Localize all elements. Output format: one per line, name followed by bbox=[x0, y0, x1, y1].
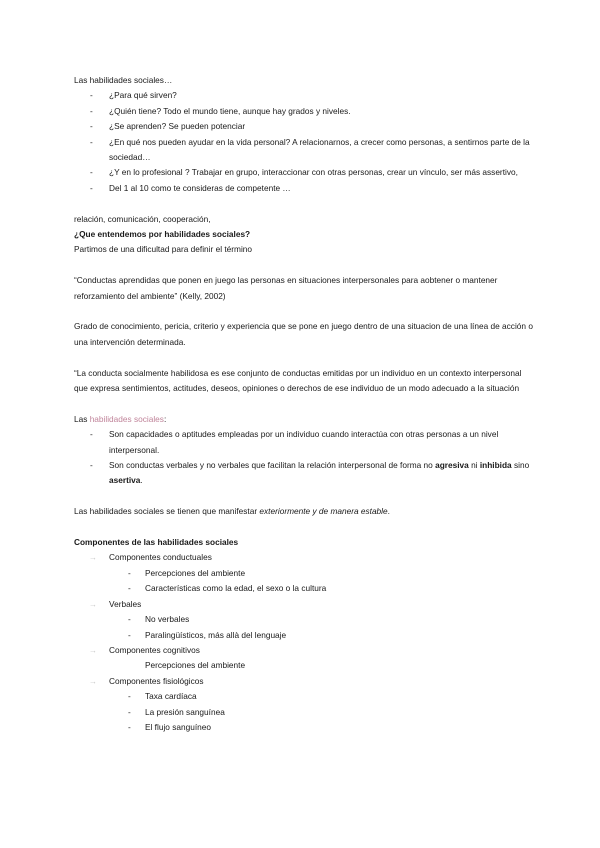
arrow-right-icon: → bbox=[89, 553, 97, 563]
list-item: - ¿Y en lo profesional ? Trabajar en grupo, interaccionar con otras personas, crear un vínculo, ser más assertivo, bbox=[74, 165, 534, 180]
arrow-right-icon: → bbox=[89, 645, 97, 655]
list-item: - Del 1 al 10 como te consideras de competente … bbox=[74, 181, 534, 196]
list-item: - Taxa cardíaca bbox=[74, 689, 534, 704]
definition-paragraph: Grado de conocimiento, pericia, criterio y experiencia que se pone en juego dentro de una situacion de una línea de acción o una intervención determinada. bbox=[74, 321, 533, 347]
section-heading: Las habilidades sociales: bbox=[74, 413, 167, 424]
document-page bbox=[74, 73, 534, 735]
quote-conducta: “La conducta socialmente habilidosa es ese conjunto de conductas emitidas por un individuo en un contexto interpersonal que expresa sentimientos, actitudes, deseos, opiniones o derechos de ese individuo de un modo adecuado a la situación bbox=[74, 367, 522, 394]
list-item: - ¿En qué nos pueden ayudar en la vida personal? A relacionarnos, a crecer como personas, a sentirnos parte de la sociedad… bbox=[74, 135, 534, 166]
intro-title: Las habilidades sociales… bbox=[74, 75, 173, 85]
component-conductuales: → Componentes conductuales bbox=[74, 550, 534, 565]
list-item: - Características como la edad, el sexo o la cultura bbox=[74, 581, 534, 596]
intro-list bbox=[74, 88, 534, 196]
component-fisiologicos: → Componentes fisiológicos bbox=[74, 674, 534, 689]
component-verbales: → Verbales bbox=[74, 597, 534, 612]
list-item: - Son conductas verbales y no verbales que facilitan la relación interpersonal de forma no agresiva ni inhibida sino asertiva. bbox=[74, 458, 534, 489]
list-item: - ¿Para qué sirven? bbox=[74, 88, 534, 103]
quote-kelly: “Conductas aprendidas que ponen en juego las personas en situaciones interpersonales para aobtener o mantener reforzamiento del ambiente” (Kelly, 2002) bbox=[74, 275, 498, 301]
list-item: - Son capacidades o aptitudes empleadas por un individuo cuando interactúa con otras personas a un nivel interpersonal. bbox=[74, 427, 534, 458]
list-item: - Percepciones del ambiente bbox=[74, 566, 534, 581]
highlight-link: habilidades sociales bbox=[89, 413, 164, 424]
question-subtitle: Partimos de una dificultad para definir el término bbox=[74, 244, 253, 255]
list-item: - ¿Quién tiene? Todo el mundo tiene, aunque hay grados y niveles. bbox=[74, 104, 534, 119]
arrow-right-icon: → bbox=[89, 599, 97, 609]
keywords: relación, comunicación, cooperación, bbox=[74, 213, 211, 224]
question-heading: ¿Que entendemos por habilidades sociales? bbox=[74, 229, 251, 240]
list-item: - Paralingüísticos, más allà del lenguaje bbox=[74, 628, 534, 643]
arrow-right-icon: → bbox=[89, 676, 97, 686]
list-item: Percepciones del ambiente bbox=[145, 660, 246, 671]
component-cognitivos: → Componentes cognitivos bbox=[74, 643, 534, 658]
section-list bbox=[74, 427, 534, 489]
components-title: Componentes de las habilidades sociales bbox=[74, 537, 239, 548]
list-item: - ¿Se aprenden? Se pueden potenciar bbox=[74, 119, 534, 134]
manifest-paragraph: Las habilidades sociales se tienen que manifestar exteriormente y de manera estable. bbox=[74, 506, 390, 517]
list-item: - La presión sanguínea bbox=[74, 705, 534, 720]
list-item: - El flujo sanguíneo bbox=[74, 720, 534, 735]
list-item: - No verbales bbox=[74, 612, 534, 627]
